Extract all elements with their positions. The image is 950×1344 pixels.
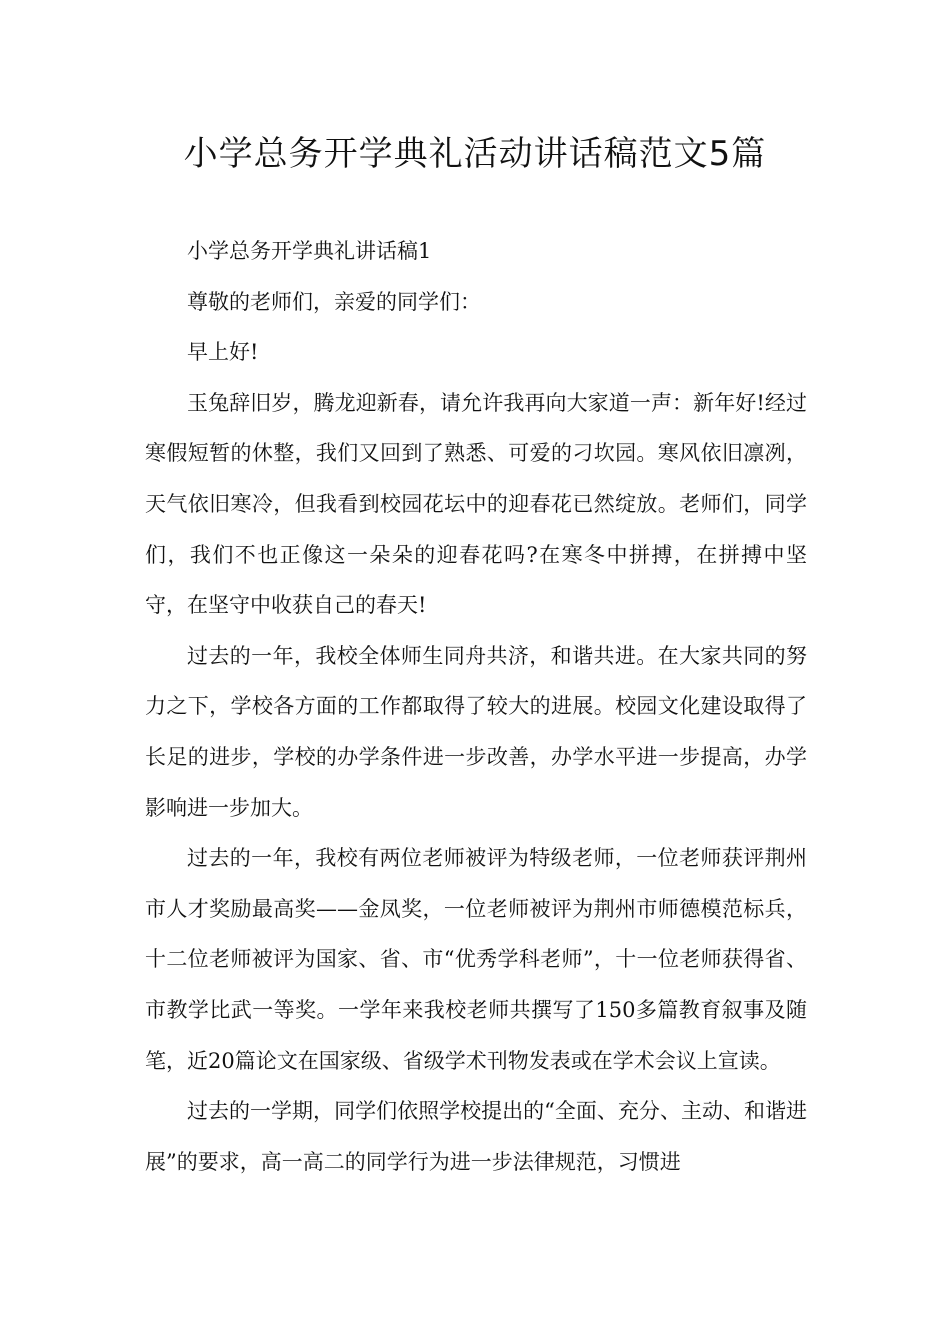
document-body (145, 226, 807, 1187)
document-title: 小学总务开学典礼活动讲话稿范文5篇 (183, 134, 767, 174)
greeting: 早上好! (187, 340, 259, 365)
body-paragraph: 过去的一学期，同学们依照学校提出的“全面、充分、主动、和谐进展”的要求，高一高二的同学行为进一步法律规范，习惯进 (145, 1099, 807, 1174)
section-heading: 小学总务开学典礼讲话稿1 (187, 239, 432, 263)
body-paragraph: 玉兔辞旧岁，腾龙迎新春，请允许我再向大家道一声：新年好!经过寒假短暂的休整，我们又回到了熟悉、可爱的刁坎园。寒风依旧凛冽，天气依旧寒冷，但我看到校园花坛中的迎春花已然绽放。老师们，同学们，我们不也正像这一朵朵的迎春花吗?在寒冬中拼搏，在拼搏中坚守，在坚守中收获自己的春天! (145, 390, 807, 618)
body-paragraph: 过去的一年，我校全体师生同舟共济，和谐共进。在大家共同的努力之下，学校各方面的工作都取得了较大的进展。校园文化建设取得了长足的进步，学校的办学条件进一步改善，办学水平进一步提高，办学影响进一步加大。 (145, 643, 807, 820)
body-paragraph: 过去的一年，我校有两位老师被评为特级老师，一位老师获评荆州市人才奖励最高奖——金凤奖，一位老师被评为荆州市师德模范标兵，十二位老师被评为国家、省、市“优秀学科老师”，十一位老师获得省、市教学比武一等奖。一学年来我校老师共撰写了150多篇教育叙事及随笔，近20篇论文在国家级、省级学术刊物发表或在学术会议上宣读。 (145, 846, 807, 1073)
salutation: 尊敬的老师们，亲爱的同学们： (187, 289, 481, 314)
